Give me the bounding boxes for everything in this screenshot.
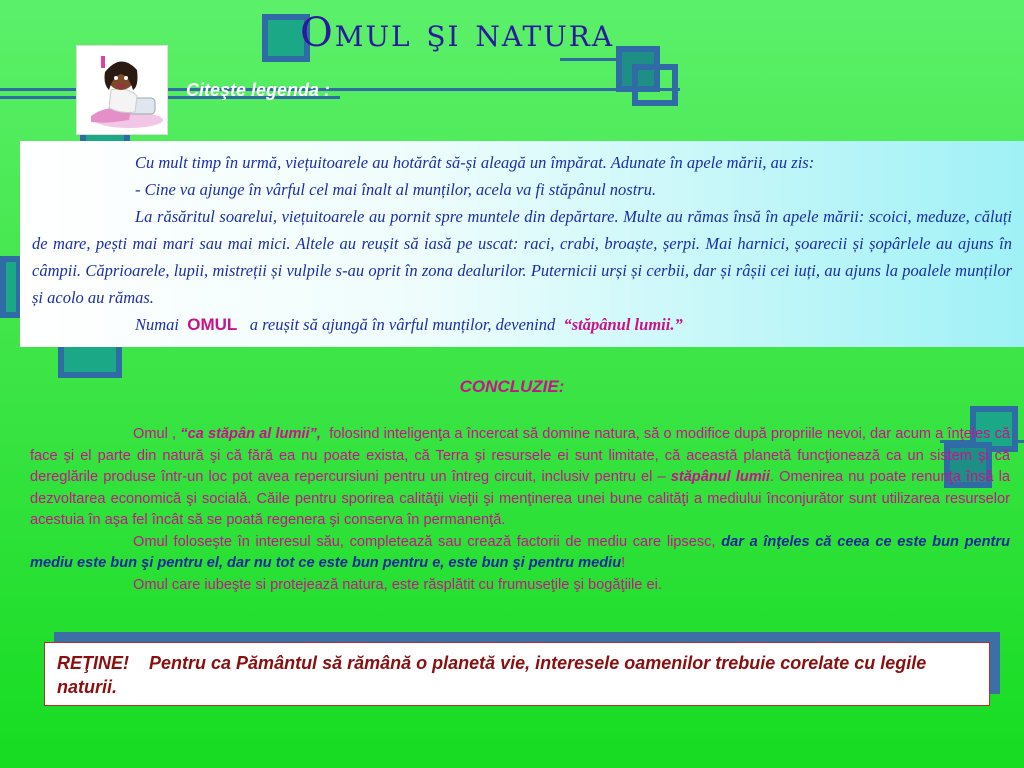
decor-square [0,256,22,318]
omul-highlight: OMUL [187,315,238,334]
concl-text: Omul foloseşte în interesul său, completează sau crează factorii de mediu care lipsesc, [133,533,716,550]
legend-paragraph [32,311,1012,338]
legend-text-box [20,141,1024,347]
legend-text: a reușit să ajungă în vârful munților, devenind [249,315,556,334]
concl-text: Omul , [133,426,177,442]
conclusion-text [30,424,1010,596]
legend-paragraph: - Cine va ajunge în vârful cel mai înalt al munților, acela va fi stăpânul nostru. [135,180,657,199]
conclusion-paragraph [30,424,1010,532]
retine-label: REŢINE! [57,653,129,673]
conclusion-paragraph: Omul care iubeşte si protejează natura, este răsplătit cu frumuseţile şi bogăţiile ei. [133,576,662,593]
conclusion-title: CONCLUZIE: [459,377,565,396]
decor-square [632,64,678,106]
legend-paragraph: La răsăritul soarelui, viețuitoarele au pornit spre muntele din depărtare. Multe au rămas însă în apele mării: scoici, meduze, căluți de mare, pești mai mari sau mai mici. Altele au reușit să iasă pe uscat: raci, crabi, broaște, șerpi. Mai harnici, șoarecii și șopârlele au ajuns în câmpii. Căprioarele, lupii, mistreții și vulpile s-au oprit în zona dealurilor. Puternicii urși și cerbii, dar și râșii cei iuți, au ajuns la poalele munților și acolo au rămas. [32,207,1012,307]
retine-text: Pentru ca Pământul să rămână o planetă vie, interesele oamenilor trebuie corelate cu legile naturii. [57,653,927,697]
retine-box [44,642,990,706]
stapanul-lumii-highlight: “stăpânul lumii.” [563,315,683,334]
concl-text: folosind inteligenţa a încercat să domine natura, să o modifice după propriile nevoi, dar acum a înţeles că face şi el parte din natură şi că fără ea nu poate exista, că Terra şi resursele ei sunt limitate, că această planetă funcţionează ca un sistem şi că dereglările produse într-un loc pot avea repercursiuni pentru un întreg circuit, inclusiv pentru el – [30,426,1011,485]
legend-paragraph: Cu mult timp în urmă, viețuitoarele au hotărât să-și aleagă un împărat. Adunate în apele mării, au zis: [135,153,815,172]
girl-reading-clipart-icon [76,45,168,135]
slide-title: Omul şi natura [300,10,615,56]
concl-text: ! [621,555,626,571]
concl-emphasis: stăpânul lumii [670,469,770,485]
read-legend-subtitle: Citeşte legenda : [186,80,331,100]
concl-text: . Omenirea nu poate renunţa însă la dezvoltarea economică şi socială. Căile pentru sporirea calităţii vieţii şi menţinerea unei bune calităţi a mediului înconjurător sunt utilizarea resurselor acestuia în aşa fel încât să se poată regenera şi conserva în permanenţă. [30,469,1011,528]
conclusion-paragraph [30,532,1010,575]
concl-emphasis: “ca stăpân al lumii”, [180,426,321,442]
concl-emphasis: dar a înţeles că ceea ce este bun pentru mediu este bun şi pentru el, dar nu tot ce este bun pentru e, este bun şi pentru mediu [30,533,1010,571]
legend-text: Numai [135,315,180,334]
